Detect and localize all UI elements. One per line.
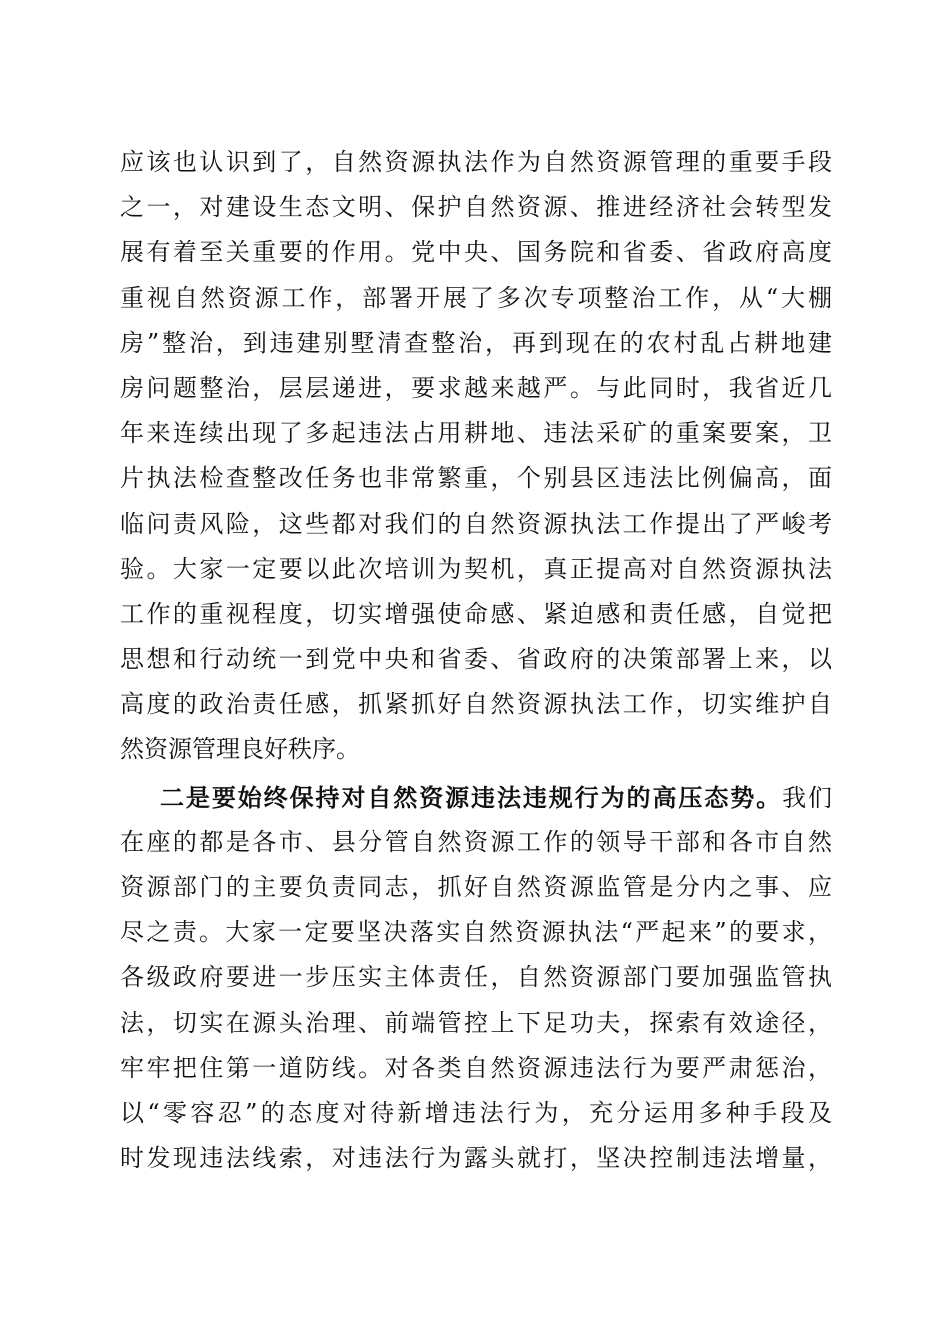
text-line: 工作的重视程度，切实增强使命感、紧迫感和责任感，自觉把 [120, 599, 832, 628]
paragraph-1 [120, 140, 832, 773]
text-line: 房问题整治，层层递进，要求越来越严。与此同时，我省近几 [120, 373, 832, 402]
paragraph-2 [120, 775, 832, 1182]
text-line: 片执法检查整改任务也非常繁重，个别县区违法比例偏高，面 [120, 464, 832, 493]
text-line: 之一，对建设生态文明、保护自然资源、推进经济社会转型发 [120, 193, 832, 222]
text-line: 法，切实在源头治理、前端管控上下足功夫，探索有效途径， [120, 1008, 832, 1037]
body-text [120, 140, 832, 1181]
text-line: 各级政府要进一步压实主体责任，自然资源部门要加强监管执 [120, 963, 832, 992]
text-line: 高度的政治责任感，抓紧抓好自然资源执法工作，切实维护自 [120, 690, 832, 719]
text-line: 应该也认识到了，自然资源执法作为自然资源管理的重要手段 [120, 148, 832, 176]
paragraph-heading-line [120, 775, 832, 820]
text-line: 重视自然资源工作，部署开展了多次专项整治工作，从“大棚 [120, 283, 832, 312]
text-line: 牢牢把住第一道防线。对各类自然资源违法行为要严肃惩治， [120, 1053, 832, 1082]
text-line: 年来连续出现了多起违法占用耕地、违法采矿的重案要案，卫 [120, 419, 832, 448]
text-line: 时发现违法线索，对违法行为露头就打，坚决控制违法增量， [120, 1144, 832, 1173]
heading-tail: 我们 [782, 783, 832, 812]
text-line: 尽之责。大家一定要坚决落实自然资源执法“严起来”的要求， [120, 918, 832, 947]
text-line: 验。大家一定要以此次培训为契机，真正提高对自然资源执法 [120, 554, 832, 583]
paragraph-heading: 二是要始终保持对自然资源违法违规行为的高压态势。 [160, 782, 783, 812]
text-line: 展有着至关重要的作用。党中央、国务院和省委、省政府高度 [120, 238, 832, 267]
text-line: 房”整治，到违建别墅清查整治，再到现在的农村乱占耕地建 [120, 328, 832, 357]
text-line: 在座的都是各市、县分管自然资源工作的领导干部和各市自然 [120, 827, 832, 856]
text-line: 临问责风险，这些都对我们的自然资源执法工作提出了严峻考 [120, 509, 832, 538]
text-line: 思想和行动统一到党中央和省委、省政府的决策部署上来，以 [120, 645, 832, 674]
text-line: 以“零容忍”的态度对待新增违法行为，充分运用多种手段及 [120, 1098, 832, 1127]
text-line: 资源部门的主要负责同志，抓好自然资源监管是分内之事、应 [120, 873, 832, 901]
text-line: 然资源管理良好秩序。 [120, 735, 360, 764]
